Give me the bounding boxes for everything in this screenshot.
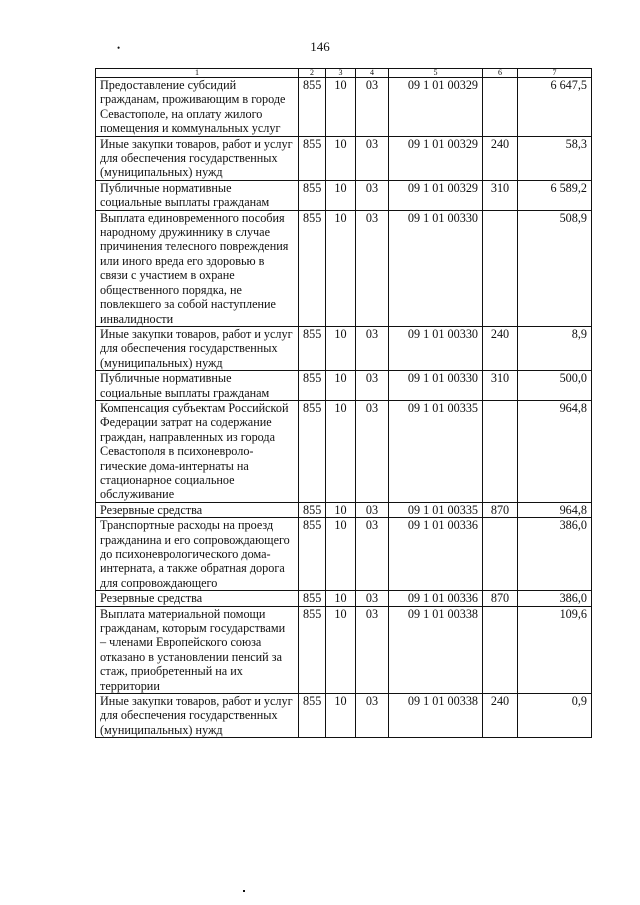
row-code-ministry: 855: [299, 180, 326, 210]
row-code-ministry: 855: [299, 694, 326, 738]
row-code-subsection: 03: [356, 606, 389, 693]
table-row: [96, 78, 592, 137]
table-row: [96, 180, 592, 210]
header-col-7: 7: [518, 69, 592, 78]
row-code-expense-type: [483, 606, 518, 693]
row-code-ministry: 855: [299, 210, 326, 326]
row-code-section: 10: [326, 400, 356, 502]
row-code-expense-type: 310: [483, 371, 518, 401]
row-amount: 964,8: [518, 502, 592, 517]
row-code-subsection: 03: [356, 326, 389, 370]
row-code-subsection: 03: [356, 180, 389, 210]
row-code-expense-type: 870: [483, 591, 518, 606]
stray-dot: [243, 890, 245, 892]
row-code-section: 10: [326, 518, 356, 591]
row-amount: 500,0: [518, 371, 592, 401]
row-code-ministry: 855: [299, 371, 326, 401]
header-col-5: 5: [389, 69, 483, 78]
row-code-target: 09 1 01 00336: [389, 591, 483, 606]
row-name: Иные закупки товаров, работ и услуг для обеспечения государственных (муниципальных) нужд: [96, 136, 299, 180]
row-name: Предоставление субсидий гражданам, проживающим в городе Севастополе, на оплату жилого помещения и коммунальных услуг: [96, 78, 299, 137]
row-code-ministry: 855: [299, 591, 326, 606]
row-code-expense-type: 310: [483, 180, 518, 210]
row-amount: 0,9: [518, 694, 592, 738]
table-row: [96, 210, 592, 326]
row-code-target: 09 1 01 00330: [389, 210, 483, 326]
header-col-1: 1: [96, 69, 299, 78]
table-row: [96, 694, 592, 738]
table-row: [96, 400, 592, 502]
row-code-ministry: 855: [299, 78, 326, 137]
row-name: Выплата материальной помощи гражданам, которым государствами – членами Европейского союза отказано в установлении пенсий за стаж, приобретенный на их территории: [96, 606, 299, 693]
row-code-ministry: 855: [299, 606, 326, 693]
row-code-ministry: 855: [299, 400, 326, 502]
row-code-subsection: 03: [356, 400, 389, 502]
row-name: Выплата единовременного пособия народному дружиннику в случае причинения телесного повреждения или иного вреда его здоровью в связи с участием в охране общественного порядка, не повлекшего за собой наступление инвалидности: [96, 210, 299, 326]
row-code-expense-type: [483, 210, 518, 326]
row-name: Иные закупки товаров, работ и услуг для обеспечения государственных (муниципальных) нужд: [96, 694, 299, 738]
row-amount: 6 647,5: [518, 78, 592, 137]
row-name: Резервные средства: [96, 591, 299, 606]
header-col-6: 6: [483, 69, 518, 78]
table-row: [96, 606, 592, 693]
row-code-ministry: 855: [299, 136, 326, 180]
header-col-3: 3: [326, 69, 356, 78]
header-col-4: 4: [356, 69, 389, 78]
row-code-section: 10: [326, 180, 356, 210]
row-name: Иные закупки товаров, работ и услуг для обеспечения государственных (муниципальных) нужд: [96, 326, 299, 370]
table-row: [96, 326, 592, 370]
row-code-expense-type: 240: [483, 326, 518, 370]
table-row: [96, 136, 592, 180]
row-name: Резервные средства: [96, 502, 299, 517]
row-code-ministry: 855: [299, 502, 326, 517]
row-code-subsection: 03: [356, 78, 389, 137]
row-code-target: 09 1 01 00329: [389, 136, 483, 180]
table-row: [96, 518, 592, 591]
table-row: [96, 502, 592, 517]
row-code-expense-type: 240: [483, 136, 518, 180]
stray-mark: •: [117, 43, 121, 53]
row-code-expense-type: [483, 78, 518, 137]
row-amount: 109,6: [518, 606, 592, 693]
row-code-section: 10: [326, 591, 356, 606]
row-amount: 508,9: [518, 210, 592, 326]
row-code-section: 10: [326, 694, 356, 738]
row-code-subsection: 03: [356, 210, 389, 326]
row-amount: 58,3: [518, 136, 592, 180]
row-code-section: 10: [326, 606, 356, 693]
row-code-target: 09 1 01 00330: [389, 371, 483, 401]
row-amount: 8,9: [518, 326, 592, 370]
row-code-target: 09 1 01 00329: [389, 78, 483, 137]
row-code-section: 10: [326, 78, 356, 137]
row-code-expense-type: [483, 518, 518, 591]
row-name: Публичные нормативные социальные выплаты гражданам: [96, 371, 299, 401]
row-code-subsection: 03: [356, 591, 389, 606]
row-code-ministry: 855: [299, 326, 326, 370]
row-code-expense-type: 870: [483, 502, 518, 517]
header-col-2: 2: [299, 69, 326, 78]
row-name: Транспортные расходы на проезд гражданина и его сопровождающего до психоневрологического дома-интерната, а также обратная дорога для сопровождающего: [96, 518, 299, 591]
row-name: Компенсация субъектам Российской Федерации затрат на содержание граждан, направленных из города Севастополя в психоневроло-гические дома-интернаты на стационарное социальное обслуживание: [96, 400, 299, 502]
row-code-section: 10: [326, 502, 356, 517]
budget-table: [95, 68, 592, 738]
row-code-subsection: 03: [356, 136, 389, 180]
row-code-section: 10: [326, 371, 356, 401]
table-header-row: [96, 69, 592, 78]
row-code-subsection: 03: [356, 371, 389, 401]
row-code-section: 10: [326, 136, 356, 180]
table-row: [96, 371, 592, 401]
row-code-expense-type: 240: [483, 694, 518, 738]
row-code-section: 10: [326, 326, 356, 370]
row-code-target: 09 1 01 00336: [389, 518, 483, 591]
page-number: 146: [310, 39, 330, 54]
row-code-subsection: 03: [356, 694, 389, 738]
row-code-target: 09 1 01 00335: [389, 400, 483, 502]
row-code-ministry: 855: [299, 518, 326, 591]
row-amount: 386,0: [518, 518, 592, 591]
row-code-target: 09 1 01 00338: [389, 694, 483, 738]
row-amount: 6 589,2: [518, 180, 592, 210]
row-code-target: 09 1 01 00338: [389, 606, 483, 693]
row-code-section: 10: [326, 210, 356, 326]
row-code-expense-type: [483, 400, 518, 502]
row-code-subsection: 03: [356, 518, 389, 591]
row-code-target: 09 1 01 00335: [389, 502, 483, 517]
row-code-target: 09 1 01 00330: [389, 326, 483, 370]
row-code-target: 09 1 01 00329: [389, 180, 483, 210]
row-amount: 386,0: [518, 591, 592, 606]
row-code-subsection: 03: [356, 502, 389, 517]
row-amount: 964,8: [518, 400, 592, 502]
table-row: [96, 591, 592, 606]
row-name: Публичные нормативные социальные выплаты гражданам: [96, 180, 299, 210]
